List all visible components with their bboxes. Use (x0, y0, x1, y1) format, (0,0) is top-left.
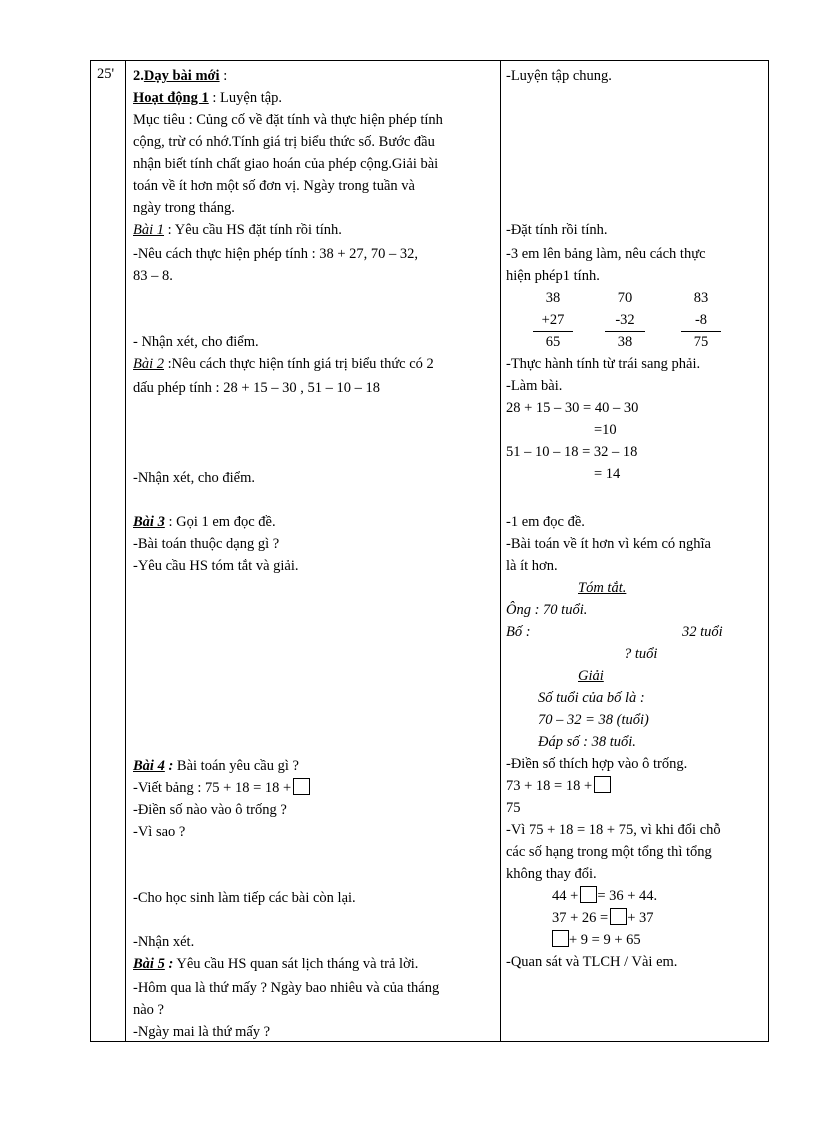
objective-line: nhận biết tính chất giao hoán của phép cộng.Giải bài (133, 156, 439, 172)
calc-operand: -32 (615, 312, 635, 328)
empty-box (594, 776, 611, 793)
exercise-4-question: -Vì sao ? (133, 824, 186, 840)
exercise-4: Bài 4 : Bài toán yêu cầu gì ? (133, 758, 299, 774)
calc-operand: +27 (541, 312, 565, 328)
order-line: -Thực hành tính từ trái sang phải. (506, 356, 701, 372)
empty-box (610, 908, 627, 925)
objective-line: Mục tiêu : Củng cố về đặt tính và thực hiện phép tính (133, 112, 443, 128)
objective-line: ngày trong tháng. (133, 200, 235, 216)
activity-1-heading: Hoạt động 1 : Luyện tập. (133, 90, 283, 106)
summary-line: Bố : (506, 624, 531, 640)
answer-line: 75 (506, 800, 521, 816)
section-heading: 2.Dạy bài mới : (133, 68, 228, 84)
exercise-1-review: - Nhận xét, cho điểm. (133, 334, 259, 350)
summary-value: 32 tuổi (682, 624, 723, 640)
solution-line: 70 – 32 = 38 (tuổi) (538, 712, 649, 728)
teacher-column (133, 61, 495, 1041)
expression-line: = 14 (594, 466, 621, 482)
exercise-line: 44 + = 36 + 44. (552, 888, 658, 904)
students-line: hiện phép1 tính. (506, 268, 600, 284)
exercise-2: Bài 2 :Nêu cách thực hiện tính giá trị biểu thức có 2 (133, 356, 434, 372)
calc-result: 65 (545, 334, 561, 350)
do-line: -Làm bài. (506, 378, 563, 394)
empty-box (552, 930, 569, 947)
calc-top: 70 (617, 290, 633, 306)
exercise-2-expression: dấu phép tính : 28 + 15 – 30 , 51 – 10 – 18 (133, 380, 381, 396)
solution-line: Số tuổi của bố là : (538, 690, 645, 706)
calc-result: 75 (693, 334, 709, 350)
calc-operand: -8 (694, 312, 708, 328)
expression-line: 28 + 15 – 30 = 40 – 30 (506, 400, 639, 416)
calc-top: 38 (545, 290, 561, 306)
review-line: -Nhận xét. (133, 934, 195, 950)
exercise-5: Bài 5 : Yêu cầu HS quan sát lịch tháng và trả lời. (133, 956, 419, 972)
reason-line: -Vì 75 + 18 = 18 + 75, vì khi đổi chỗ (506, 822, 721, 838)
exercise-2-review: -Nhận xét, cho điểm. (133, 470, 256, 486)
students-line: -3 em lên bảng làm, nêu cách thực (506, 246, 706, 262)
fill-line: -Điền số thích hợp vào ô trống. (506, 756, 688, 772)
exercise-5-question: -Ngày mai là thứ mấy ? (133, 1024, 271, 1040)
solution-title: Giải (578, 668, 604, 684)
calc-result: 38 (617, 334, 633, 350)
exercise-1-question: -Nêu cách thực hiện phép tính : 38 + 27, 70 – 32, (133, 246, 419, 262)
column-divider (125, 61, 126, 1041)
calc-top: 83 (693, 290, 709, 306)
exercise-1-question: 83 – 8. (133, 268, 173, 284)
exercise-3-question: -Bài toán thuộc dạng gì ? (133, 536, 280, 552)
type-line: -Bài toán về ít hơn vì kém có nghĩa (506, 536, 711, 552)
observe-line: -Quan sát và TLCH / Vài em. (506, 954, 678, 970)
read-line: -1 em đọc đề. (506, 514, 585, 530)
objective-line: toán về ít hơn một số đơn vị. Ngày trong tuần và (133, 178, 415, 194)
expression-line: 51 – 10 – 18 = 32 – 18 (506, 444, 638, 460)
equation-line: 73 + 18 = 18 + (506, 775, 611, 797)
exercise-3: Bài 3 : Gọi 1 em đọc đề. (133, 514, 276, 530)
continue-instruction: -Cho học sinh làm tiếp các bài còn lại. (133, 890, 356, 906)
exercise-4-write: -Viết bảng : 75 + 18 = 18 + (133, 777, 310, 799)
lesson-table (90, 60, 769, 1042)
expression-line: =10 (594, 422, 617, 438)
exercise-line: 37 + 26 = + 37 (552, 910, 654, 926)
summary-line: Ông : 70 tuổi. (506, 602, 588, 618)
student-column (506, 61, 766, 1041)
time-cell: 25' (97, 66, 115, 82)
practice-line: -Luyện tập chung. (506, 68, 612, 84)
exercise-line: + 9 = 9 + 65 (552, 929, 641, 951)
exercise-1: Bài 1 : Yêu cầu HS đặt tính rồi tính. (133, 222, 342, 238)
exercise-5-question: nào ? (133, 1002, 164, 1018)
empty-box (580, 886, 597, 903)
reason-line: không thay đổi. (506, 866, 597, 882)
exercise-3-question: -Yêu cầu HS tóm tắt và giải. (133, 558, 299, 574)
summary-question: ? tuổi (624, 646, 658, 662)
reason-line: các số hạng trong một tổng thì tổng (506, 844, 712, 860)
objective-line: cộng, trừ có nhớ.Tính giá trị biểu thức số. Bước đầu (133, 134, 435, 150)
type-line: là ít hơn. (506, 558, 558, 574)
exercise-5-question: -Hôm qua là thứ mấy ? Ngày bao nhiêu và của tháng (133, 980, 440, 996)
empty-box (293, 778, 310, 795)
exercise-4-question: -Điền số nào vào ô trống ? (133, 802, 287, 818)
column-divider (500, 61, 501, 1041)
place-line: -Đặt tính rồi tính. (506, 222, 608, 238)
summary-title: Tóm tắt. (578, 580, 627, 596)
solution-line: Đáp số : 38 tuổi. (538, 734, 636, 750)
